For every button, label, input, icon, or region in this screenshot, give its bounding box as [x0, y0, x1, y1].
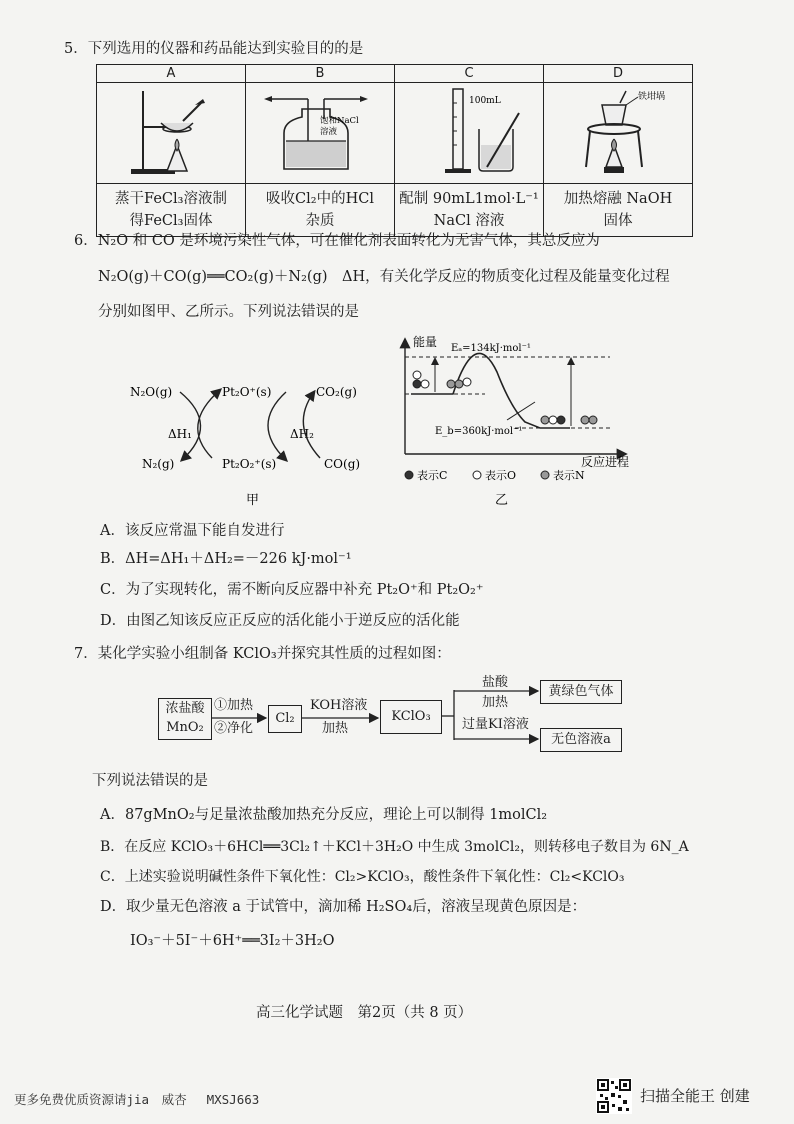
q6-option-d: D．由图乙知该反应正反应的活化能小于逆反应的活化能 [100, 613, 460, 629]
q6-option-a: A．该反应常温下能自发进行 [100, 523, 285, 539]
bottle-label-1: 饱和NaCl [320, 116, 359, 126]
step-heat: ①加热 [214, 698, 254, 713]
evaporating-dish-drawing [103, 83, 239, 179]
crucible-apparatus [544, 83, 693, 184]
page-number: 高三化学试题 第2页（共 8 页） [256, 1005, 473, 1021]
energy-axis-label: 能量 [413, 335, 438, 349]
q7-option-a: A．87gMnO₂与足量浓盐酸加热充分反应，理论上可以制得 1molCl₂ [100, 807, 548, 823]
carbon-legend-icon [405, 471, 413, 479]
step-purify: ②净化 [214, 721, 254, 736]
gas-wash-bottle-drawing [252, 83, 388, 179]
legend-o: 表示O [485, 469, 517, 482]
volumetric-apparatus [395, 83, 544, 184]
legend-c: 表示C [417, 469, 448, 482]
caption-d: 加热熔融 NaOH 固体 [544, 184, 693, 237]
q6-option-c: C．为了实现转化，需不断向反应器中补充 Pt₂O⁺和 Pt₂O₂⁺ [100, 582, 484, 598]
caption-b: 吸收Cl₂中的HCl 杂质 [246, 184, 395, 237]
arrow-co-to-co2 [303, 392, 320, 458]
promo-text: 更多免费优质资源请jia 威杏 MXSJ663 [14, 1092, 260, 1107]
col-b-letter: B [246, 65, 395, 83]
heat-label-1: 加热 [322, 721, 349, 736]
caption-c: 配制 90mL1mol·L⁻¹ NaCl 溶液 [395, 184, 544, 237]
col-d-letter: D [544, 65, 693, 83]
col-a-letter: A [97, 65, 246, 83]
q6-equation: N₂O(g)＋CO(g)══CO₂(g)＋N₂(g) ΔH，有关化学反应的物质变化过程及能量变化过程 [98, 269, 670, 285]
evaporation-apparatus [97, 83, 246, 184]
q6-option-b: B．ΔH=ΔH₁＋ΔH₂=－226 kJ·mol⁻¹ [100, 551, 352, 567]
colorless-solution-box: 无色溶液a [540, 728, 622, 752]
nitrogen-legend-icon [541, 471, 549, 479]
progress-axis-label: 反应进程 [581, 455, 630, 469]
kclo3-box: KClO₃ [380, 700, 442, 734]
scanner-credit: 扫描全能王 创建 [640, 1087, 750, 1105]
diagram-jia-caption: 甲 [246, 493, 260, 508]
q7-ask: 下列说法错误的是 [92, 773, 208, 789]
pt2o2-label: Pt₂O₂⁺(s) [222, 457, 277, 471]
dh2-label: ΔH₂ [290, 427, 314, 441]
diagram-yi-caption: 乙 [495, 493, 509, 508]
q7-ionic-equation: IO₃⁻＋5I⁻＋6H⁺══3I₂＋3H₂O [130, 933, 335, 949]
q7-option-c: C．上述实验说明碱性条件下氧化性：Cl₂>KClO₃，酸性条件下氧化性：Cl₂<KClO₃ [100, 869, 625, 885]
reagent-box: 浓盐酸 MnO₂ [158, 698, 212, 740]
hcl-label: 盐酸 [482, 675, 509, 690]
q6-stem-line1: 6．N₂O 和 CO 是环境污染性气体，可在催化剂表面转化为无害气体，其总反应为 [74, 233, 600, 249]
arrow-pt2o-to-pt2o2 [268, 392, 286, 460]
chlorine-box: Cl₂ [268, 705, 302, 733]
q7-stem: 7．某化学实验小组制备 KClO₃并探究其性质的过程如图： [74, 646, 451, 662]
cylinder-beaker-drawing [395, 83, 545, 179]
gas-wash-bottle-apparatus [246, 83, 395, 184]
crucible-drawing [544, 83, 704, 179]
q7-option-d: D．取少量无色溶液 a 于试管中，滴加稀 H₂SO₄后，溶液呈现黄色原因是： [100, 899, 587, 915]
n2o-label: N₂O(g) [130, 385, 173, 399]
yellow-green-gas-box: 黄绿色气体 [540, 680, 622, 704]
eb-label: E_b=360kJ·mol⁻¹ [435, 426, 523, 437]
n2-label: N₂(g) [142, 457, 175, 471]
legend-n: 表示N [553, 469, 585, 482]
cylinder-label: 100mL [469, 96, 501, 106]
heat-label-2: 加热 [482, 695, 509, 710]
pt2o-label: Pt₂O⁺(s) [222, 385, 272, 399]
koh-label: KOH溶液 [310, 698, 368, 713]
bottle-label-2: 溶液 [320, 127, 338, 137]
ea-label: Eₐ=134kJ·mol⁻¹ [451, 343, 531, 354]
co2-label: CO₂(g) [316, 385, 357, 399]
apparatus-table [96, 64, 693, 237]
ki-label: 过量KI溶液 [462, 717, 529, 732]
oxygen-legend-icon [473, 471, 481, 479]
co-label: CO(g) [324, 457, 361, 471]
q6-stem-line3: 分别如图甲、乙所示。下列说法错误的是 [98, 304, 359, 320]
dh1-label: ΔH₁ [168, 427, 192, 441]
catalytic-cycle-diagram [120, 370, 380, 510]
crucible-label: 铁坩埚 [638, 92, 666, 102]
caption-a: 蒸干FeCl₃溶液制 得FeCl₃固体 [97, 184, 246, 237]
q7-option-b: B．在反应 KClO₃＋6HCl══3Cl₂↑＋KCl＋3H₂O 中生成 3molCl₂，则转移电子数目为 6N_A [100, 839, 689, 855]
qr-code-icon [596, 1078, 632, 1114]
q5-stem: 5．下列选用的仪器和药品能达到实验目的的是 [64, 41, 364, 57]
col-c-letter: C [395, 65, 544, 83]
energy-profile-diagram [395, 332, 645, 512]
